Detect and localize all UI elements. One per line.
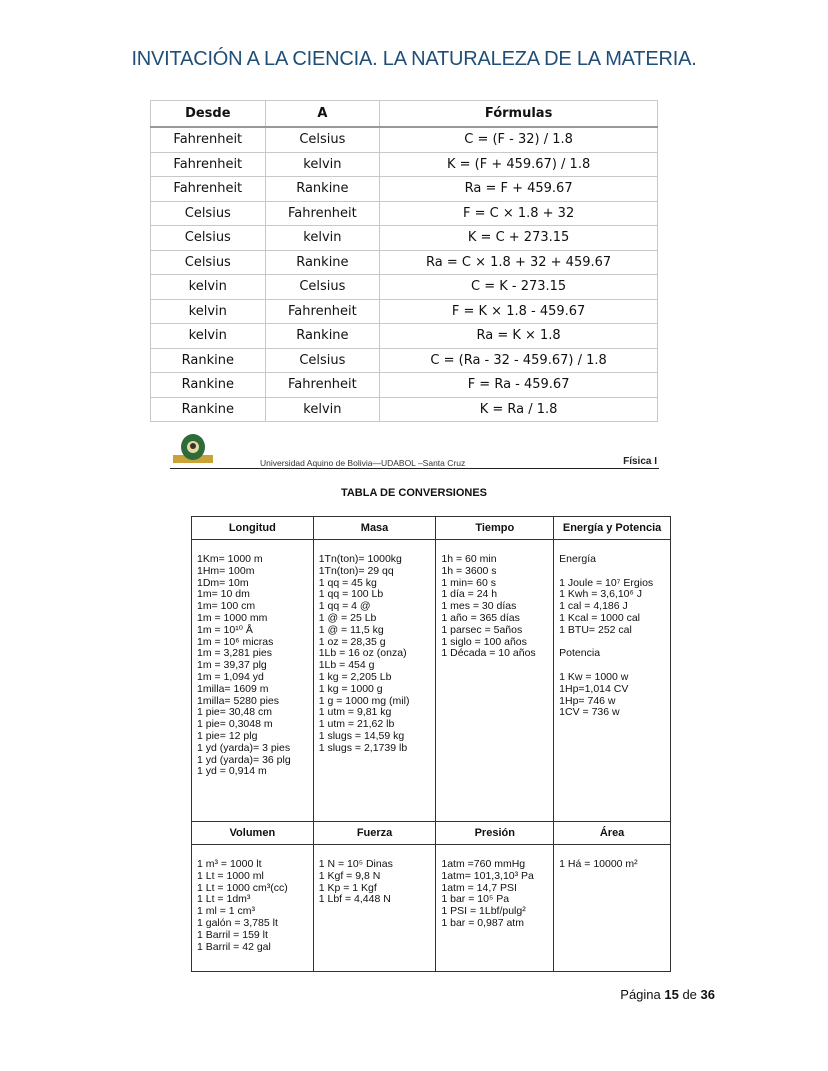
to-unit: Fahrenheit: [265, 201, 380, 226]
cell-content: [441, 540, 548, 660]
to-unit: Celsius: [265, 127, 380, 152]
conversion-line: 1Tn(ton)= 1000kg: [318, 553, 402, 565]
conversion-line: 1 pie= 0,3048 m: [197, 718, 273, 731]
to-unit: Celsius: [265, 348, 380, 373]
to-unit: Rankine: [265, 250, 380, 275]
column-header: Fórmulas: [380, 101, 658, 128]
conversion-line: 1m = 10¹⁰ Å: [197, 623, 253, 636]
conversion-line: 1 BTU= 252 cal: [559, 623, 632, 636]
category-header: Área: [554, 822, 671, 845]
to-unit: Fahrenheit: [265, 373, 380, 398]
formula: C = (Ra - 32 - 459.67) / 1.8: [380, 348, 658, 373]
university-name: Universidad Aquino de Bolivia—UDABOL –Santa Cruz: [260, 458, 466, 468]
formula: C = K - 273.15: [380, 275, 658, 300]
university-logo: [173, 433, 213, 467]
category-cell: [313, 540, 436, 822]
formula: C = (F - 32) / 1.8: [380, 127, 658, 152]
conversion-line: 1 yd (yarda)= 36 plg: [197, 753, 291, 766]
formula: F = Ra - 459.67: [380, 373, 658, 398]
conversion-line: 1 pie= 30,48 cm: [197, 706, 273, 719]
category-header: Longitud: [192, 517, 314, 540]
table-row: [151, 250, 658, 275]
category-cell: [436, 540, 554, 822]
conversion-line: 1 galón = 3,785 lt: [197, 916, 278, 929]
conversion-line: 1Km= 1000 m: [197, 553, 263, 565]
conversion-line: 1atm =760 mmHg: [441, 858, 526, 870]
conversion-line: 1 N = 10⁵ Dinas: [318, 858, 393, 870]
conversion-line: 1 bar = 0,987 atm: [441, 916, 524, 929]
cell-content: [319, 540, 431, 755]
conversion-line: 1 cal = 4,186 J: [559, 600, 628, 613]
from-unit: Rankine: [151, 348, 266, 373]
conversion-line: 1 yd (yarda)= 3 pies: [197, 741, 291, 754]
category-cell: [554, 845, 671, 972]
from-unit: Fahrenheit: [151, 177, 266, 202]
table-row: [151, 152, 658, 177]
formula: F = K × 1.8 - 459.67: [380, 299, 658, 324]
category-cell: [313, 845, 436, 972]
from-unit: Celsius: [151, 201, 266, 226]
conversion-line: 1 bar = 10⁵ Pa: [441, 893, 510, 906]
conversion-line: 1m = 1000 mm: [197, 611, 268, 624]
conversion-line: 1 utm = 21,62 lb: [318, 718, 395, 731]
table-row: [151, 299, 658, 324]
category-header: Masa: [313, 517, 436, 540]
from-unit: Rankine: [151, 397, 266, 422]
temperature-conversion-table: [150, 100, 658, 422]
to-unit: kelvin: [265, 152, 380, 177]
table-row: [151, 348, 658, 373]
from-unit: Celsius: [151, 250, 266, 275]
conversion-line: 1 kg = 1000 g: [318, 682, 383, 695]
conversion-line: 1 m³ = 1000 lt: [197, 858, 262, 870]
conversion-line: 1 Barril = 159 lt: [197, 928, 268, 941]
conversion-line: 1 slugs = 14,59 kg: [318, 729, 405, 742]
formula: K = (F + 459.67) / 1.8: [380, 152, 658, 177]
to-unit: Rankine: [265, 324, 380, 349]
category-cell: [192, 540, 314, 822]
conversion-line: 1Hp= 746 w: [559, 694, 616, 707]
conversion-line: 1h = 60 min: [441, 553, 497, 565]
cell-content: [197, 845, 308, 953]
conversion-line: 1 Lt = 1000 ml: [197, 869, 264, 882]
conversion-line: 1Hp=1,014 CV: [559, 682, 629, 695]
table-row: [151, 201, 658, 226]
page-title: INVITACIÓN A LA CIENCIA. LA NATURALEZA DE LA MATERIA.: [131, 48, 697, 70]
category-cell: [192, 845, 314, 972]
category-header: Energía y Potencia: [554, 517, 671, 540]
from-unit: kelvin: [151, 275, 266, 300]
to-unit: Rankine: [265, 177, 380, 202]
conversion-line: 1 pie= 12 plg: [197, 729, 258, 742]
conversion-line: 1milla= 5280 pies: [197, 694, 280, 707]
conversion-line: 1 Kgf = 9,8 N: [318, 869, 381, 882]
conversion-line: 1 min= 60 s: [441, 576, 496, 589]
cell-content: [319, 845, 431, 906]
column-header: Desde: [151, 101, 266, 128]
table-row: [151, 397, 658, 422]
table-row: [151, 177, 658, 202]
from-unit: Fahrenheit: [151, 127, 266, 152]
table-row: [151, 226, 658, 251]
conversion-line: 1 @ = 11,5 kg: [318, 623, 384, 636]
to-unit: Fahrenheit: [265, 299, 380, 324]
table-row: [151, 373, 658, 398]
total-pages: 36: [700, 987, 715, 1002]
conversion-line: 1atm = 14,7 PSI: [441, 881, 517, 894]
conversion-line: 1m = 10⁶ micras: [197, 635, 274, 648]
to-unit: kelvin: [265, 226, 380, 251]
conversion-line: 1m= 10 dm: [197, 588, 250, 601]
conversion-line: 1m = 39,37 plg: [197, 659, 267, 672]
cell-content: [441, 845, 548, 930]
from-unit: Fahrenheit: [151, 152, 266, 177]
conversion-line: 1Lb = 454 g: [318, 659, 375, 672]
page-of: de: [678, 987, 701, 1002]
conversion-line: 1Hm= 100m: [197, 564, 255, 577]
conversion-line: 1 Lbf = 4,448 N: [318, 893, 391, 906]
conversion-line: 1Tn(ton)= 29 qq: [318, 564, 394, 577]
cell-content: [559, 540, 665, 719]
conversion-line: 1 qq = 4 @: [318, 600, 371, 613]
conversion-line: 1 Kcal = 1000 cal: [559, 611, 641, 624]
conversion-line: 1Dm= 10m: [197, 576, 249, 589]
conversion-line: 1 qq = 100 Lb: [318, 588, 384, 601]
page-number: [620, 987, 715, 1002]
category-header: Fuerza: [313, 822, 436, 845]
conversion-line: 1milla= 1609 m: [197, 682, 269, 695]
category-header: Tiempo: [436, 517, 554, 540]
from-unit: kelvin: [151, 299, 266, 324]
conversion-line: 1 Lt = 1000 cm³(cc): [197, 881, 288, 894]
category-cell: [436, 845, 554, 972]
category-cell: [554, 540, 671, 822]
conversion-line: 1 Barril = 42 gal: [197, 940, 271, 953]
table-row: [151, 275, 658, 300]
conversion-line: 1 año = 365 días: [441, 611, 520, 624]
formula: Ra = C × 1.8 + 32 + 459.67: [380, 250, 658, 275]
university-header: [170, 433, 659, 469]
column-header: A: [265, 101, 380, 128]
from-unit: kelvin: [151, 324, 266, 349]
conversion-line: 1m = 3,281 pies: [197, 647, 273, 660]
spacer: [559, 566, 665, 578]
conversion-line: 1 oz = 28,35 g: [318, 635, 386, 648]
formula: K = C + 273.15: [380, 226, 658, 251]
formula: Ra = K × 1.8: [380, 324, 658, 349]
conversion-line: 1m= 100 cm: [197, 600, 256, 613]
conversion-line: 1 Kw = 1000 w: [559, 670, 629, 683]
conversion-line: 1CV = 736 w: [559, 706, 620, 719]
formula: Ra = F + 459.67: [380, 177, 658, 202]
conversion-line: 1 utm = 9,81 kg: [318, 706, 392, 719]
table-row: [151, 324, 658, 349]
conversion-line: 1atm= 101,3,10³ Pa: [441, 869, 534, 882]
conversion-line: 1 parsec = 5años: [441, 623, 523, 636]
conversion-line: 1 @ = 25 Lb: [318, 611, 377, 624]
to-unit: Celsius: [265, 275, 380, 300]
conversion-line: 1 Joule = 10⁷ Ergios: [559, 576, 654, 589]
conversion-line: 1 qq = 45 kg: [318, 576, 377, 589]
conversion-line: 1m = 1,094 yd: [197, 670, 264, 683]
conversion-line: 1 slugs = 2,1739 lb: [318, 741, 408, 754]
conversion-line: 1 mes = 30 días: [441, 600, 517, 613]
conversion-line: 1 ml = 1 cm³: [197, 905, 256, 918]
conversion-line: 1 yd = 0,914 m: [197, 765, 267, 778]
conversion-line: 1 siglo = 100 años: [441, 635, 527, 648]
conversion-line: Energía: [559, 553, 596, 565]
conversion-line: 1 Há = 10000 m²: [559, 858, 638, 870]
conversion-line: 1 PSI = 1Lbf/pulg²: [441, 905, 526, 918]
current-page: 15: [664, 987, 679, 1002]
cell-content: [197, 540, 308, 778]
conversion-line: 1h = 3600 s: [441, 564, 497, 577]
conversion-line: 1 Década = 10 años: [441, 647, 536, 660]
conversion-line: 1 Lt = 1dm³: [197, 893, 251, 906]
category-header: Volumen: [192, 822, 314, 845]
from-unit: Celsius: [151, 226, 266, 251]
unit-conversion-table: [191, 516, 671, 972]
conversion-line: 1 Kwh = 3,6,10⁶ J: [559, 588, 643, 601]
category-header: Presión: [436, 822, 554, 845]
conversion-line: 1Lb = 16 oz (onza): [318, 647, 407, 660]
formula: K = Ra / 1.8: [380, 397, 658, 422]
page-label: Página: [620, 987, 665, 1002]
conversion-table-title: TABLA DE CONVERSIONES: [340, 487, 488, 499]
course-name: Física I: [623, 456, 657, 467]
to-unit: kelvin: [265, 397, 380, 422]
conversion-line: 1 g = 1000 mg (mil): [318, 694, 410, 707]
cell-content: [559, 845, 665, 871]
conversion-line: 1 Kp = 1 Kgf: [318, 881, 377, 894]
from-unit: Rankine: [151, 373, 266, 398]
conversion-line: Potencia: [559, 647, 601, 660]
table-row: [151, 127, 658, 152]
conversion-line: 1 kg = 2,205 Lb: [318, 670, 392, 683]
formula: F = C × 1.8 + 32: [380, 201, 658, 226]
conversion-line: 1 día = 24 h: [441, 588, 498, 601]
